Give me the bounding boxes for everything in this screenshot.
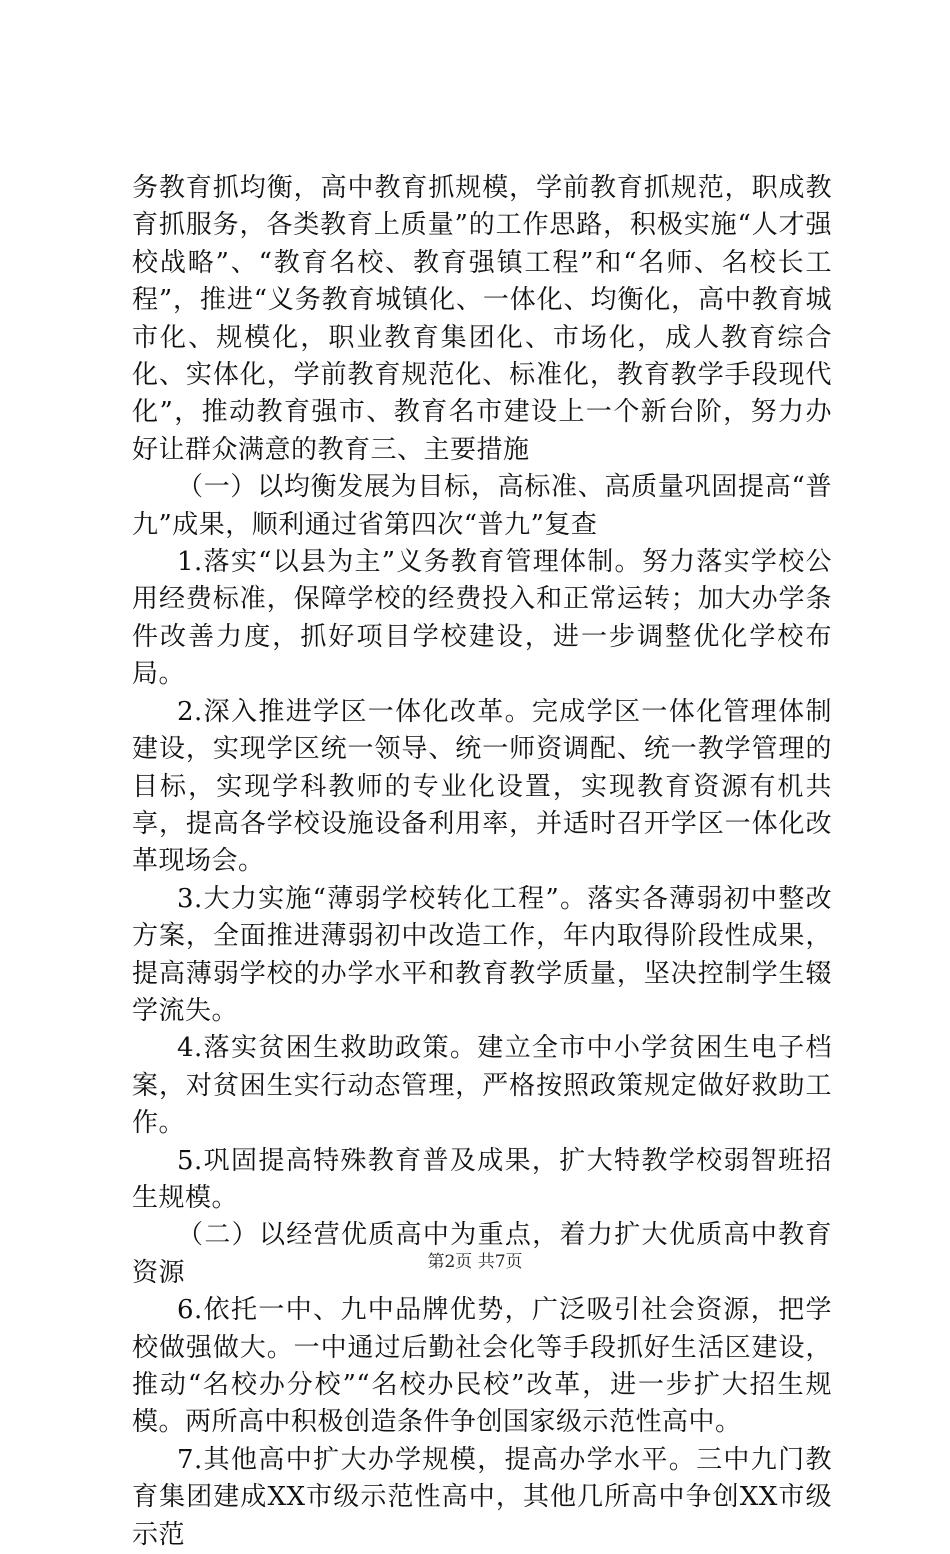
- list-item-4: 4.落实贫困生救助政策。建立全市中小学贫困生电子档案，对贫困生实行动态管理，严格按照政策规定做好救助工作。: [132, 1033, 832, 1139]
- list-item-5: 5.巩固提高特殊教育普及成果，扩大特教学校弱智班招生规模。: [132, 1145, 832, 1213]
- list-item-6: 6.依托一中、九中品牌优势，广泛吸引社会资源，把学校做强做大。一中通过后勤社会化等手段抓好生活区建设，推动“名校办分校”“名校办民校”改革，进一步扩大招生规模。两所高中积极创造条件争创国家级示范性高中。: [132, 1295, 832, 1438]
- list-item-3: 3.大力实施“薄弱学校转化工程”。落实各薄弱初中整改方案，全面推进薄弱初中改造工作，年内取得阶段性成果，提高薄弱学校的办学水平和教育教学质量，坚决控制学生辍学流失。: [132, 883, 832, 1026]
- list-item-1: 1.落实“以县为主”义务教育管理体制。努力落实学校公用经费标准，保障学校的经费投入和正常运转；加大办学条件改善力度，抓好项目学校建设，进一步调整优化学校布局。: [132, 547, 832, 690]
- section-heading-1: （一）以均衡发展为目标，高标准、高质量巩固提高“普九”成果，顺利通过省第四次“普九”复查: [132, 472, 832, 540]
- paragraph-continuation: 务教育抓均衡，高中教育抓规模，学前教育抓规范，职成教育抓服务，各类教育上质量”的工作思路，积极实施“人才强校战略”、“教育名校、教育强镇工程”和“名师、名校长工程”，推进“义务教育城镇化、一体化、均衡化，高中教育城市化、规模化，职业教育集团化、市场化，成人教育综合化、实体化，学前教育规范化、标准化，教育教学手段现代化”，推动教育强市、教育名市建设上一个新台阶，努力办好让群众满意的教育三、主要措施: [132, 173, 832, 465]
- list-item-7: 7.其他高中扩大办学规模，提高办学水平。三中九门教育集团建成XX市级示范性高中，其他几所高中争创XX市级示范: [132, 1444, 832, 1550]
- document-body: [132, 170, 832, 1554]
- page-number-footer: 第2页 共7页: [427, 1252, 523, 1272]
- section-heading-2: （二）以经营优质高中为重点，着力扩大优质高中教育资源: [132, 1220, 832, 1288]
- list-item-2: 2.深入推进学区一体化改革。完成学区一体化管理体制建设，实现学区统一领导、统一师资调配、统一教学管理的目标，实现学科教师的专业化设置，实现教育资源有机共享，提高各学校设施设备利用率，并适时召开学区一体化改革现场会。: [132, 696, 832, 877]
